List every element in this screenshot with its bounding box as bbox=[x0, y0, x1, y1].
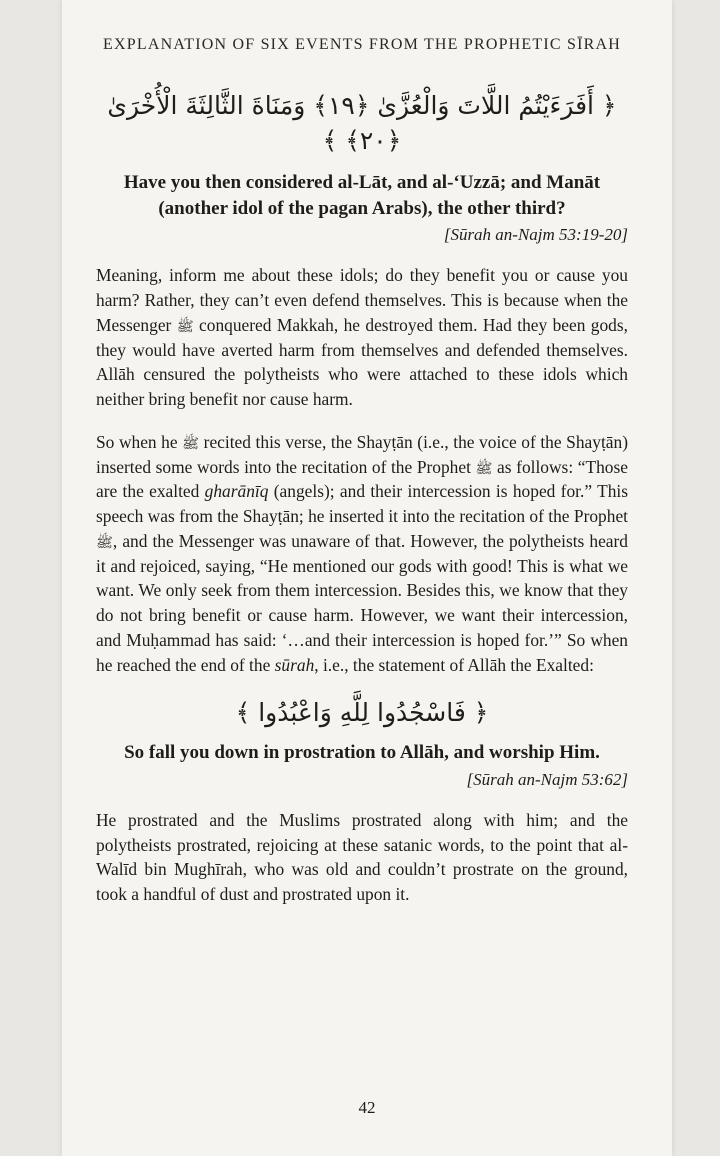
page-number: 42 bbox=[358, 1098, 376, 1117]
salutation-glyph: ﷺ bbox=[176, 318, 194, 335]
verse-reference-1: [Sūrah an-Najm 53:19-20] bbox=[443, 225, 628, 245]
verse-translation-2: So fall you down in prostration to Allāh, and worship Him. bbox=[124, 742, 600, 764]
term-surah: sūrah bbox=[274, 654, 315, 675]
salutation-glyph: ﷺ bbox=[475, 460, 493, 477]
verse-translation-1: Have you then considered al-Lāt, and al-‘Uzzā; and Manāt (another idol of the pagan Arabs), the other third? bbox=[123, 172, 601, 219]
term-gharaniq: gharānīq bbox=[204, 481, 269, 502]
arabic-verse-najm-62: ﴿ فَاسْجُدُوا لِلَّهِ وَاعْبُدُوا ﴾ bbox=[235, 698, 489, 728]
paragraph-2: So when he ﷺ recited this verse, the Shayṭān (i.e., the voice of the Shayṭān) inserted some words into the recitation of the Prophet ﷺ as follows: “Those are the exalted gharānīq (angels); and their intercession is hoped for.” This speech was from the Shayṭān; he inserted it into the recitation of the Prophet ﷺ, and the Messenger was unaware of that. However, the polytheists heard it and rejoiced, saying, “He mentioned our gods with good! This is what we want. We only seek from them intercession. Besides this, we know that they do not bring benefit or cause harm. However, we want their intercession, and Muḥammad has said: ‘…and their intercession is hoped for.’” So when he reached the end of the sūrah, i.e., the statement of Allāh the Exalted: bbox=[96, 431, 628, 675]
paragraph-1: Meaning, inform me about these idols; do they benefit you or cause you harm? Rather, they can’t even defend themselves. This is because when the Messenger ﷺ conquered Makkah, he destroyed them. Had they been gods, they would have averted harm from themselves and defended themselves. Allāh censured the polytheists who were attached to these idols which neither bring benefit nor cause harm. bbox=[96, 265, 628, 409]
paragraph-3: He prostrated and the Muslims prostrated along with him; and the polytheists prostrated, rejoicing at these satanic words, to the point that al-Walīd bin Mughīrah, who was old and couldn’t prostrate on the ground, took a handful of dust and prostrated upon it. bbox=[96, 809, 628, 904]
running-header: EXPLANATION OF SIX EVENTS FROM THE PROPHETIC SĪRAH bbox=[103, 36, 621, 53]
verse-reference-2: [Sūrah an-Najm 53:62] bbox=[466, 769, 628, 789]
salutation-glyph: ﷺ bbox=[182, 435, 200, 452]
salutation-glyph: ﷺ bbox=[96, 534, 113, 551]
book-page bbox=[62, 0, 672, 1156]
arabic-verse-najm-19-20: ﴿ أَفَرَءَيْتُمُ اللَّاتَ وَالْعُزَّىٰ ﴿١٩﴾ وَمَنَاةَ الثَّالِثَةَ الْأُخْرَىٰ ﴿٢٠﴾ ﴾ bbox=[107, 91, 617, 155]
